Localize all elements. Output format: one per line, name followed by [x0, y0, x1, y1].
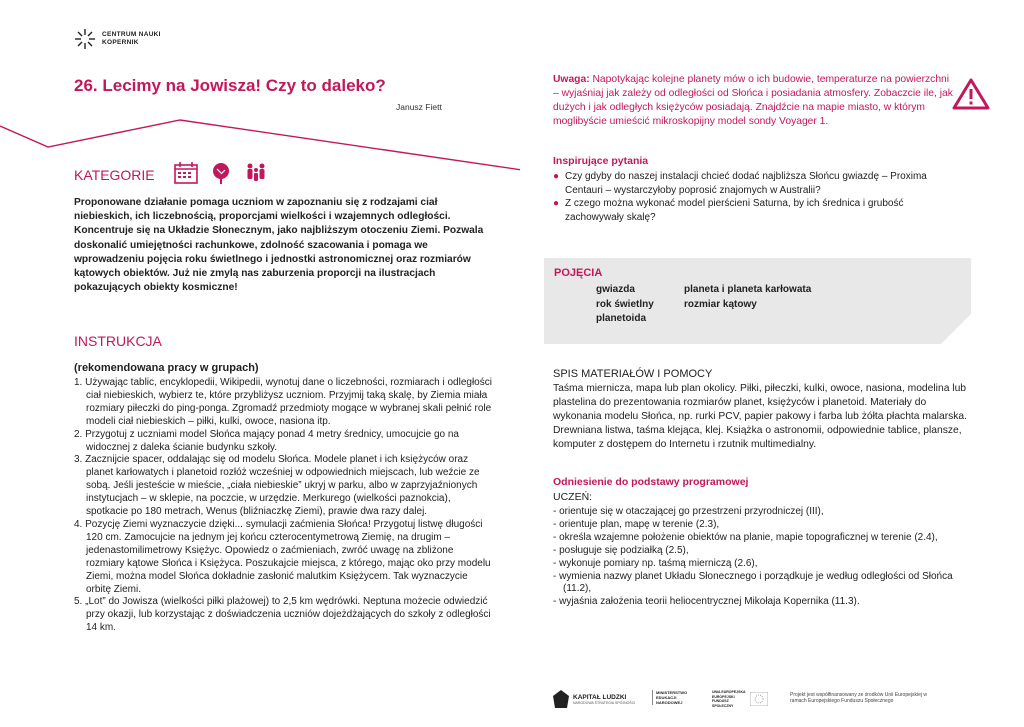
list-item: - określa wzajemne położenie obiektów na planie, mapie topograficznej w terenie (2.4), [553, 531, 938, 543]
list-item: - orientuje plan, mapę w terenie (2.3), [553, 518, 720, 530]
list-item [553, 170, 953, 197]
concept-term: planetoida [596, 313, 647, 324]
concepts-heading: POJĘCIA [554, 267, 603, 279]
people-group-icon [244, 162, 268, 184]
sun-icon [74, 28, 96, 50]
list-item: 2. Przygotuj z uczniami model Słońca mający ponad 4 metry średnicy, umocujcie go na widocznej z daleka ścianie budynku szkoły. [74, 428, 459, 453]
concepts-column-1 [596, 283, 654, 327]
curriculum-list [553, 506, 973, 609]
author-name: Janusz Fiett [396, 102, 442, 112]
project-funding-note: Projekt jest współfinansowany ze środków Unii Europejskiej w ramach Europejskiego Funduszu Społecznego [790, 692, 928, 704]
list-item: - wykonuje pomiary np. taśmą mierniczą (2.6), [553, 557, 758, 569]
list-item: 5. „Lot” do Jowisza (wielkości piłki plażowej) to 2,5 km wędrówki. Neptuna możecie odwiedzić przy okazji, lub korzystając z doświadczenia uczniów dojeżdżających do szkoły z odległości 14 km. [74, 596, 491, 634]
concept-term: rok świetlny [596, 298, 654, 310]
intro-paragraph: Proponowane działanie pomaga uczniom w zapoznaniu się z rodzajami ciał niebieskich, ich liczebnością, proporcjami wielkości i wzajemnych odległości. Koncentruje się na Układzie Słonecznym, jako najbliższym otoczeniu Ziemi. Pozwala doskonalić umiejętności rachunkowe, zdolność szacowania i pomaga we wprowadzeniu pojęcia roku świetlnego i jednostki astronomicznej oraz rozmiarów kątowych obiektów. Już nie zmylą nas zaburzenia proporcji na ilustracjach pokazujących obiekty kosmiczne! [74, 197, 484, 294]
curriculum-heading: Odniesienie do podstawy programowej [553, 476, 749, 488]
list-item: 3. Zacznijcie spacer, oddalając się od modelu Słońca. Modele planet i ich księżyców oraz planet karłowatych i planetoid rozłóż wcześniej w odpowiednich miejscach, lub weźcie ze sobą. Jeśli jesteście w mieście, „ciała niebieskie” ukryj w parku, albo w zaprzyjaźnionych instytucjach – w sklepie, na poczcie, w urzędzie. Merkurego (wielkości paznokcia), spotkacie po 180 metrach, Wenus (bliźniaczkę Ziemi), prawie dwa razy dalej. [74, 454, 480, 518]
question-text: Czy gdyby do naszej instalacji chcieć dodać najbliższa Słońcu gwiazdę – Proxima Centauri – wystarczyłoby poprosić znajomych w Australii? [565, 171, 927, 196]
list-item: 4. Pozycję Ziemi wyznaczycie dzięki... symulacji zaćmienia Słońca! Przygotuj listwę długości 120 cm. Zamocujcie na jednym jej końcu czterocentymetrową Ziemię, na drugim – jedenastomilimetrowy Księżyc. Opowiedz o zaćmieniach, zwróć uwagę na zbliżone rozmiary kątowe Słońca i Księżyca. Poszukajcie miejsca, z którego, mając oko przy modelu Ziemi, można model Słońca dokładnie zasłonić malutkim Księżycem. Tak wyznaczycie orbitę Ziemi. [74, 518, 491, 595]
list-item: - wymienia nazwy planet Układu Słonecznego i porządkuje je według odległości od Słońca (11.2), [553, 570, 953, 595]
materials-heading: SPIS MATERIAŁÓW I POMOCY [553, 368, 713, 380]
student-label: UCZEŃ: [553, 491, 593, 503]
list-item: - posługuje się podziałką (2.5), [553, 544, 689, 556]
list-item [553, 197, 953, 224]
concept-term: rozmiar kątowy [684, 298, 757, 310]
ministry-logo: MINISTERSTWO EDUKACJI NARODOWEJ [652, 690, 692, 705]
instructions-subheading: (rekomendowana pracy w grupach) [74, 362, 259, 374]
kapital-ludzki-text: KAPITAŁ LUDZKI [573, 693, 627, 701]
concept-term: gwiazda [596, 284, 635, 295]
logo-line-2: KOPERNIK [102, 39, 139, 46]
page-title: 26. Lecimy na Jowisza! Czy to daleko? [74, 76, 386, 95]
concept-term: planeta i planeta karłowata [684, 284, 812, 295]
warning-text: Napotykając kolejne planety mów o ich budowie, temperaturze na powierzchni – wyjaśniaj jak zależy od odległości od Słońca i posiadania atmosfery. Zobaczcie ile, jak dużych i jak odległych księżyców posiadają. Znajdźcie na mapie miasto, w którym moglibyście umieścić mikroskopijny model sondy Voyager 1. [553, 74, 953, 127]
concepts-box [544, 258, 971, 344]
instructions-list [74, 377, 494, 635]
eu-flag-icon [750, 692, 768, 706]
list-item: 1. Używając tablic, encyklopedii, Wikipedii, wynotuj dane o liczebności, rozmiarach i odległości ciał niebieskich, wybierz te, które przybliżysz uczniom. Przyjmij taką skalę, by Ziemia miała rozmiary piłeczki do ping-ponga. Zgromadź przedmioty mogące w wybranej skali pełnić role modeli ciał niebieskich – piłki, kulki, owoce, nasiona itp. [74, 377, 492, 427]
category-icons [174, 162, 268, 184]
logo-line-1: CENTRUM NAUKI [102, 31, 161, 38]
kopernik-logo [74, 28, 161, 50]
concepts-column-2 [684, 283, 811, 312]
warning-triangle-icon [952, 78, 990, 110]
questions-list [553, 170, 953, 224]
tree-icon [210, 162, 232, 184]
calendar-icon [174, 162, 198, 184]
kapital-ludzki-subtext: NARODOWA STRATEGIA SPÓJNOŚCI [573, 700, 636, 705]
list-item: - orientuje się w otaczającej go przestrzeni przyrodniczej (III), [553, 506, 824, 517]
materials-text: Taśma miernicza, mapa lub plan okolicy. Piłki, piłeczki, kulki, owoce, nasiona, modelina lub plastelina do prezentowania rozmiarów planet, księżyców i planetoid. Materiały do wykonania modelu Słońca, np. rurki PCV, papier pakowy i farba lub żółta płachta malarska. Drewniana listwa, taśma klejąca, klej. Książka o astronomii, odpowiednie tablice, plansze, komputer z dostępem do Internetu i rzutnik multimedialny. [553, 383, 968, 450]
questions-heading: Inspirujące pytania [553, 155, 649, 167]
bullet-icon: ● [553, 198, 560, 209]
eu-logo [712, 690, 768, 708]
instructions-heading: INSTRUKCJA [74, 333, 162, 349]
question-text: Z czego można wykonać model pierścieni Saturna, by ich średnica i grubość zachowywały skalę? [565, 198, 904, 223]
kapital-ludzki-icon [553, 690, 569, 708]
list-item: - wyjaśnia założenia teorii heliocentrycznej Mikołaja Kopernika (11.3). [553, 596, 860, 608]
eu-fund-text: UNIA EUROPEJSKA EUROPEJSKI FUNDUSZ SPOŁECZNY [712, 690, 746, 708]
warning-label: Uwaga: [553, 74, 590, 85]
kapital-ludzki-logo [553, 690, 635, 708]
warning-note [553, 73, 953, 129]
categories-heading: KATEGORIE [74, 167, 155, 183]
bullet-icon: ● [553, 171, 560, 182]
